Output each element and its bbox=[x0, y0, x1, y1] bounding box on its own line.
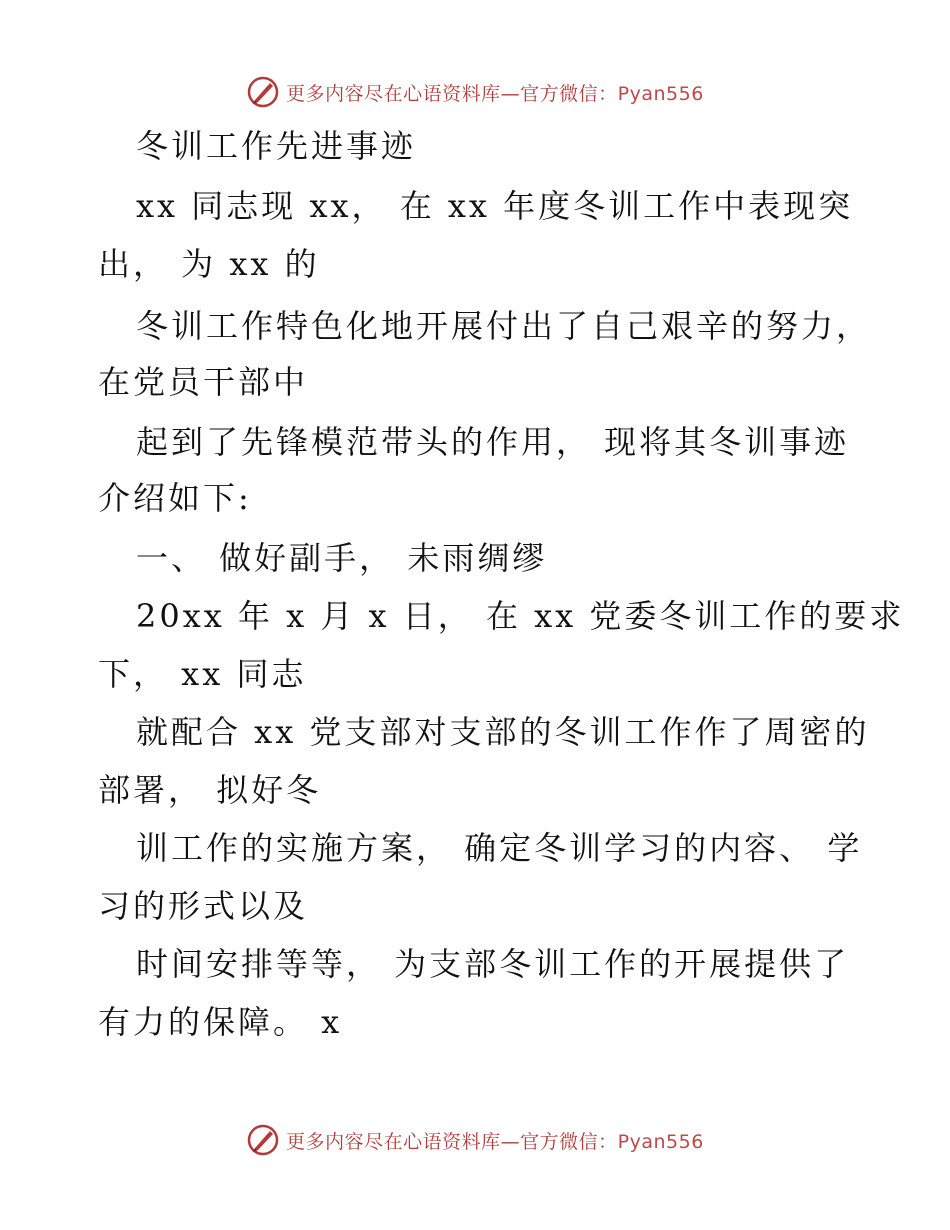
banner-title: 更多内容尽在心语资料库—官方微信： bbox=[286, 1130, 618, 1153]
body-line: 有力的保障。 x bbox=[98, 1003, 343, 1041]
body-line: 部署， 拟好冬 bbox=[98, 771, 322, 809]
body-line: 在党员干部中 bbox=[98, 363, 309, 401]
banner-contact: Pyan556 bbox=[617, 1130, 704, 1153]
body-line: 出， 为 xx 的 bbox=[98, 245, 320, 283]
banner-text bbox=[286, 1127, 704, 1154]
body-line: 就配合 xx 党支部对支部的冬训工作作了周密的 bbox=[136, 713, 870, 751]
body-line: 起到了先锋模范带头的作用， 现将其冬训事迹 bbox=[136, 423, 850, 461]
body-line: 时间安排等等， 为支部冬训工作的开展提供了 bbox=[136, 945, 850, 983]
header-banner bbox=[0, 72, 950, 112]
body-line: xx 同志现 xx， 在 xx 年度冬训工作中表现突 bbox=[136, 187, 854, 225]
body-line: 下， xx 同志 bbox=[98, 655, 307, 693]
quill-pen-icon bbox=[246, 1123, 280, 1157]
body-line: 介绍如下: bbox=[98, 479, 252, 517]
body-line: 习的形式以及 bbox=[98, 887, 309, 925]
banner-contact: Pyan556 bbox=[617, 82, 704, 105]
footer-banner bbox=[0, 1120, 950, 1160]
banner-title: 更多内容尽在心语资料库—官方微信： bbox=[286, 82, 618, 105]
quill-pen-icon bbox=[246, 75, 280, 109]
body-line: 训工作的实施方案， 确定冬训学习的内容、 学 bbox=[136, 829, 863, 867]
banner-text bbox=[286, 79, 704, 106]
section-heading: 一、 做好副手， 未雨绸缪 bbox=[136, 539, 548, 577]
body-line: 20xx 年 x 月 x 日， 在 xx 党委冬训工作的要求 bbox=[136, 597, 905, 635]
document-title: 冬训工作先进事迹 bbox=[136, 127, 417, 165]
body-line: 冬训工作特色化地开展付出了自己艰辛的努力， bbox=[136, 307, 872, 345]
